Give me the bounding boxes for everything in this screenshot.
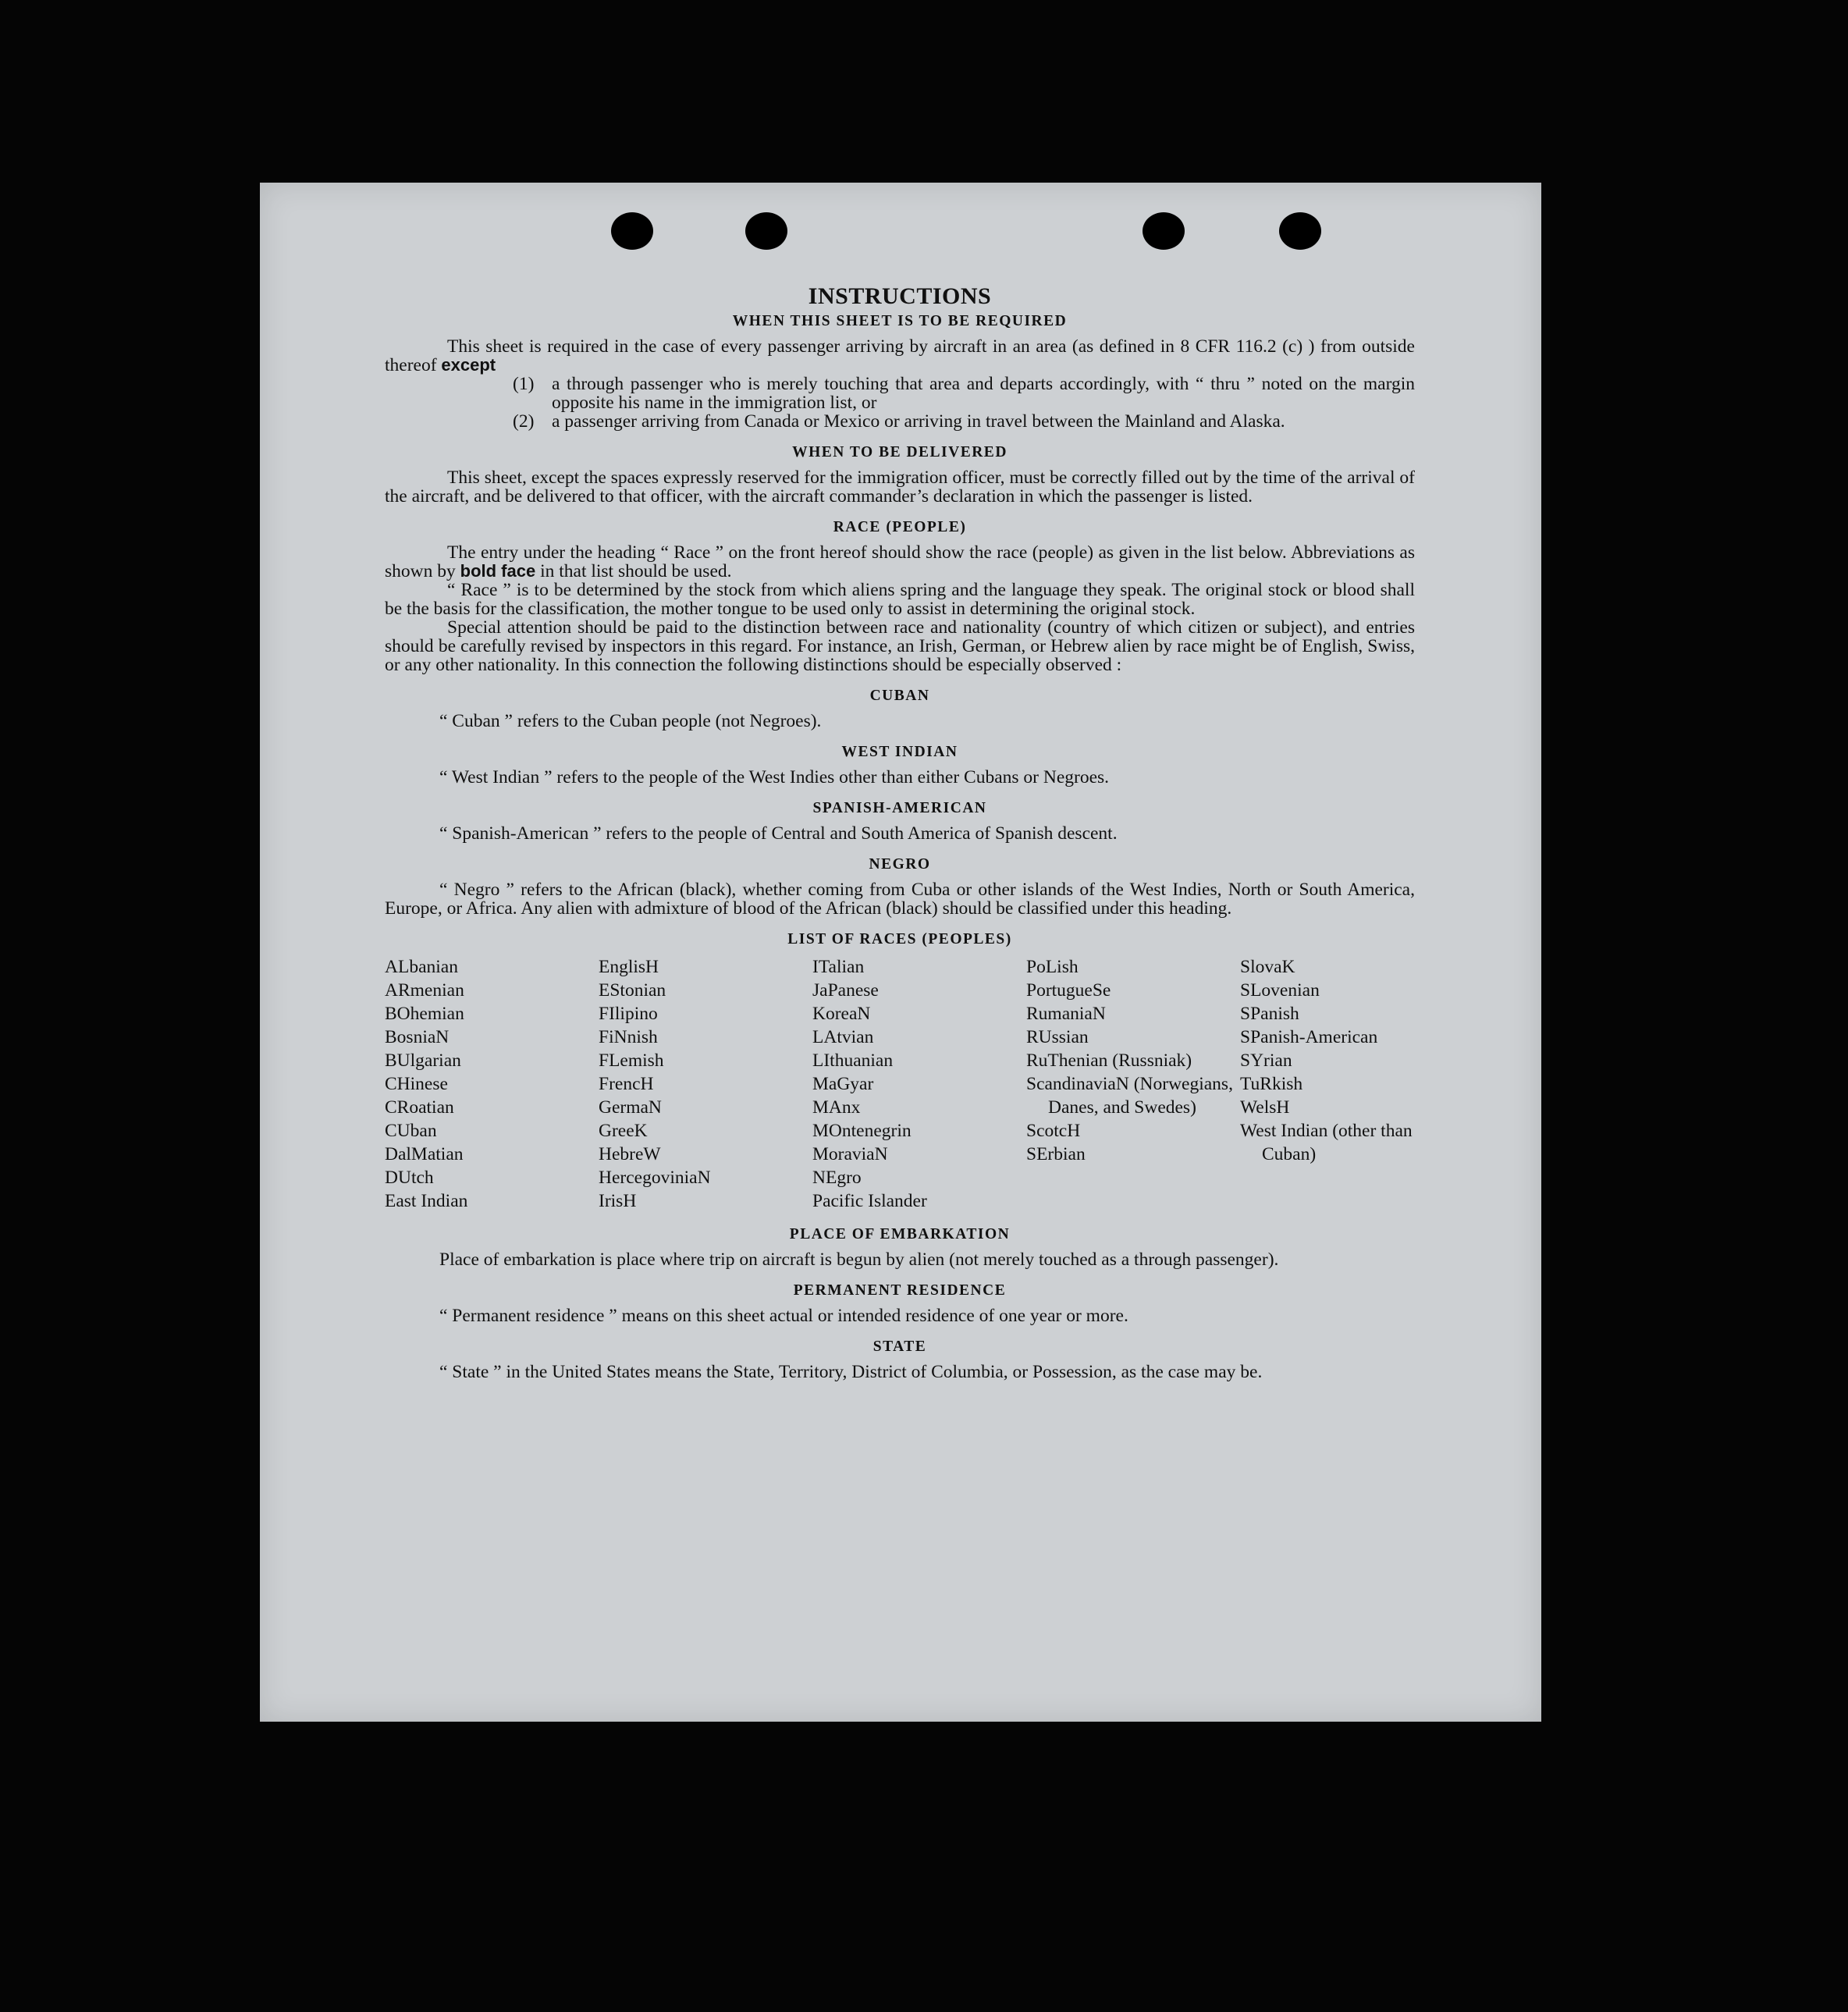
race-entry: East Indian — [385, 1191, 468, 1211]
race-entry: LIthuanian — [812, 1050, 894, 1071]
race-entry: BosniaN — [385, 1027, 450, 1047]
race-entry: ScotcH — [1026, 1121, 1081, 1141]
race-entry: DalMatian — [385, 1144, 464, 1164]
race-entry: MaGyar — [812, 1074, 874, 1094]
section-text — [385, 337, 1415, 375]
punch-hole — [1279, 212, 1321, 250]
race-text-a: The entry under the heading “ Race ” on the front hereof should show the race (people) as given in the list below. Abbreviations as shown by — [385, 542, 1415, 581]
section-heading: LIST OF RACES (PEOPLES) — [787, 931, 1012, 947]
section-text: “ West Indian ” refers to the people of the West Indies other than either Cubans or Negroes. — [439, 767, 1110, 787]
race-entry: EStonian — [599, 980, 666, 1001]
list-item — [513, 412, 1415, 431]
section-heading: SPANISH-AMERICAN — [812, 800, 987, 816]
race-entry: SPanish — [1240, 1004, 1299, 1024]
race-entry: LAtvian — [812, 1027, 874, 1047]
race-entry: ScandinaviaN (Norwegians, Danes, and Swedes) — [1026, 1074, 1233, 1118]
race-entry: HebreW — [599, 1144, 661, 1164]
section-text: “ Cuban ” refers to the Cuban people (not Negroes). — [439, 711, 822, 731]
races-list — [385, 955, 1415, 1213]
punch-hole — [1143, 212, 1185, 250]
section-text: “ Negro ” refers to the African (black), whether coming from Cuba or other islands of the West Indies, North or South America, Europe, or Africa. Any alien with admixture of blood of the African (black) should be classified under this heading. — [385, 880, 1415, 919]
document-sheet — [260, 183, 1541, 1722]
section-heading: STATE — [872, 1338, 927, 1355]
race-entry: FIlipino — [599, 1004, 658, 1024]
section-heading: WHEN THIS SHEET IS TO BE REQUIRED — [732, 313, 1068, 329]
section-text — [385, 543, 1415, 581]
section-text: “ Race ” is to be determined by the stock from which aliens spring and the language they speak. The original stock or blood shall be the basis for the classification, the mother tongue to be used only to assist in determining the original stock. — [385, 580, 1415, 619]
race-entry: IrisH — [599, 1191, 637, 1211]
race-entry: Pacific Islander — [812, 1191, 927, 1211]
item-text: a through passenger who is merely touching that area and departs accordingly, with “ thru ” noted on the margin opposite his name in the immigration list, or — [552, 374, 1415, 413]
section-text: “ State ” in the United States means the State, Territory, District of Columbia, or Possession, as the case may be. — [439, 1362, 1263, 1382]
races-column — [385, 955, 599, 1213]
race-entry: SlovaK — [1240, 957, 1295, 977]
section-text: Place of embarkation is place where trip on aircraft is begun by alien (not merely touched as a through passenger). — [439, 1250, 1279, 1270]
races-column — [1026, 955, 1240, 1213]
race-entry: KoreaN — [812, 1004, 871, 1024]
race-entry: RumaniaN — [1026, 1004, 1106, 1024]
section-heading: RACE (PEOPLE) — [833, 519, 967, 535]
race-entry: RuThenian (Russniak) — [1026, 1050, 1192, 1071]
race-entry: SYrian — [1240, 1050, 1292, 1071]
punch-hole — [611, 212, 653, 250]
instructions-content — [385, 283, 1415, 1382]
race-entry: SPanish-American — [1240, 1027, 1378, 1047]
race-entry: PortugueSe — [1026, 980, 1111, 1001]
race-text-b: in that list should be used. — [540, 561, 732, 581]
race-entry: JaPanese — [812, 980, 879, 1001]
punch-hole — [745, 212, 787, 250]
race-entry: EnglisH — [599, 957, 659, 977]
section-heading: WEST INDIAN — [841, 744, 958, 760]
section-text: “ Spanish-American ” refers to the people of Central and South America of Spanish descent. — [439, 823, 1118, 844]
race-entry: FLemish — [599, 1050, 664, 1071]
race-entry: TuRkish — [1240, 1074, 1303, 1094]
race-entry: MAnx — [812, 1097, 861, 1118]
race-bold: bold face — [460, 561, 536, 581]
intro-bold: except — [441, 355, 496, 375]
section-text: Special attention should be paid to the distinction between race and nationality (country of which citizen or subject), and entries should be carefully revised by inspectors in this regard. For instance, an Irish, German, or Hebrew alien by race might be of English, Swiss, or any other nationality. In this connection the following distinctions should be especially observed : — [385, 617, 1415, 675]
race-entry: GermaN — [599, 1097, 662, 1118]
race-entry: ARmenian — [385, 980, 464, 1001]
race-entry: NEgro — [812, 1168, 862, 1188]
item-number: (1) — [513, 374, 535, 394]
race-entry: DUtch — [385, 1168, 434, 1188]
race-entry: CHinese — [385, 1074, 448, 1094]
race-entry: HercegoviniaN — [599, 1168, 711, 1188]
item-text: a passenger arriving from Canada or Mexico or arriving in travel between the Mainland and Alaska. — [552, 411, 1285, 432]
race-entry: RUssian — [1026, 1027, 1089, 1047]
race-entry: ITalian — [812, 957, 865, 977]
page-title: INSTRUCTIONS — [808, 283, 992, 309]
section-heading: NEGRO — [869, 856, 931, 873]
section-text: This sheet, except the spaces expressly reserved for the immigration officer, must be correctly filled out by the time of the arrival of the aircraft, and be delivered to that officer, with the aircraft commander’s declaration in which the passenger is listed. — [385, 467, 1415, 507]
race-entry: ALbanian — [385, 957, 458, 977]
race-entry: SLovenian — [1240, 980, 1320, 1001]
race-entry: CUban — [385, 1121, 437, 1141]
race-entry: BUlgarian — [385, 1050, 461, 1071]
section-heading: PLACE OF EMBARKATION — [789, 1226, 1011, 1242]
race-entry: FrencH — [599, 1074, 654, 1094]
intro-text: This sheet is required in the case of every passenger arriving by aircraft in an area (as defined in 8 CFR 116.2 (c) ) from outside thereof — [385, 336, 1415, 375]
race-entry: WelsH — [1240, 1097, 1290, 1118]
section-text: “ Permanent residence ” means on this sheet actual or intended residence of one year or more. — [439, 1306, 1128, 1326]
race-entry: BOhemian — [385, 1004, 464, 1024]
race-entry: GreeK — [599, 1121, 648, 1141]
list-item — [513, 375, 1415, 412]
races-column — [812, 955, 1026, 1213]
races-column — [1240, 955, 1415, 1213]
race-entry: West Indian (other than Cuban) — [1240, 1121, 1413, 1164]
race-entry: MOntenegrin — [812, 1121, 912, 1141]
section-heading: CUBAN — [869, 688, 930, 704]
section-heading: PERMANENT RESIDENCE — [793, 1282, 1007, 1299]
races-column — [599, 955, 812, 1213]
race-entry: SErbian — [1026, 1144, 1086, 1164]
race-entry: CRoatian — [385, 1097, 454, 1118]
section-heading: WHEN TO BE DELIVERED — [792, 444, 1008, 460]
item-number: (2) — [513, 411, 535, 432]
race-entry: PoLish — [1026, 957, 1079, 977]
race-entry: MoraviaN — [812, 1144, 888, 1164]
race-entry: FiNnish — [599, 1027, 658, 1047]
